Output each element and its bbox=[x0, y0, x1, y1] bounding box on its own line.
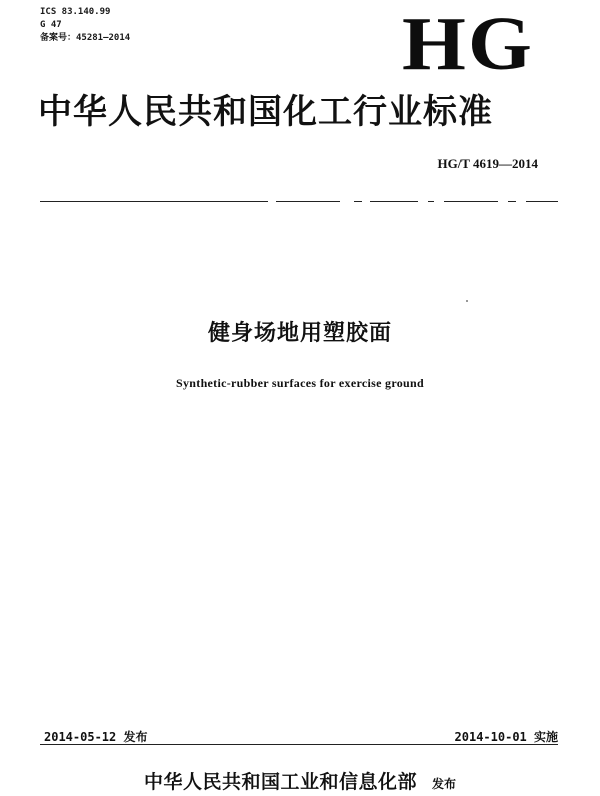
divider-gap bbox=[498, 198, 508, 204]
implementation-date: 2014-10-01 实施 bbox=[454, 730, 558, 744]
document-title-english: Synthetic-rubber surfaces for exercise ground bbox=[176, 376, 424, 390]
scan-speck bbox=[466, 300, 468, 302]
record-number: 备案号：45281—2014 bbox=[40, 33, 131, 43]
hg-logo: HG bbox=[402, 2, 535, 86]
issue-date: 2014-05-12 发布 bbox=[44, 730, 148, 744]
ccs-code: G 47 bbox=[40, 20, 62, 30]
standard-number: HG/T 4619—2014 bbox=[437, 156, 538, 171]
publisher-name: 中华人民共和国工业和信息化部 bbox=[143, 771, 417, 793]
divider-gap bbox=[362, 198, 370, 204]
header-divider bbox=[40, 201, 558, 202]
footer-divider bbox=[40, 744, 558, 745]
publisher-row bbox=[0, 767, 600, 794]
classification-block bbox=[40, 6, 130, 45]
divider-gap bbox=[516, 198, 526, 204]
divider-gap bbox=[418, 198, 428, 204]
divider-gap bbox=[434, 198, 444, 204]
document-title-chinese: 健身场地用塑胶面 bbox=[207, 321, 392, 346]
divider-gap bbox=[340, 198, 354, 204]
ics-code: ICS 83.140.99 bbox=[40, 7, 111, 17]
standard-organization-title: 中华人民共和国化工行业标准 bbox=[38, 92, 493, 132]
publish-label: 发布 bbox=[432, 777, 457, 791]
divider-gap bbox=[268, 198, 276, 204]
